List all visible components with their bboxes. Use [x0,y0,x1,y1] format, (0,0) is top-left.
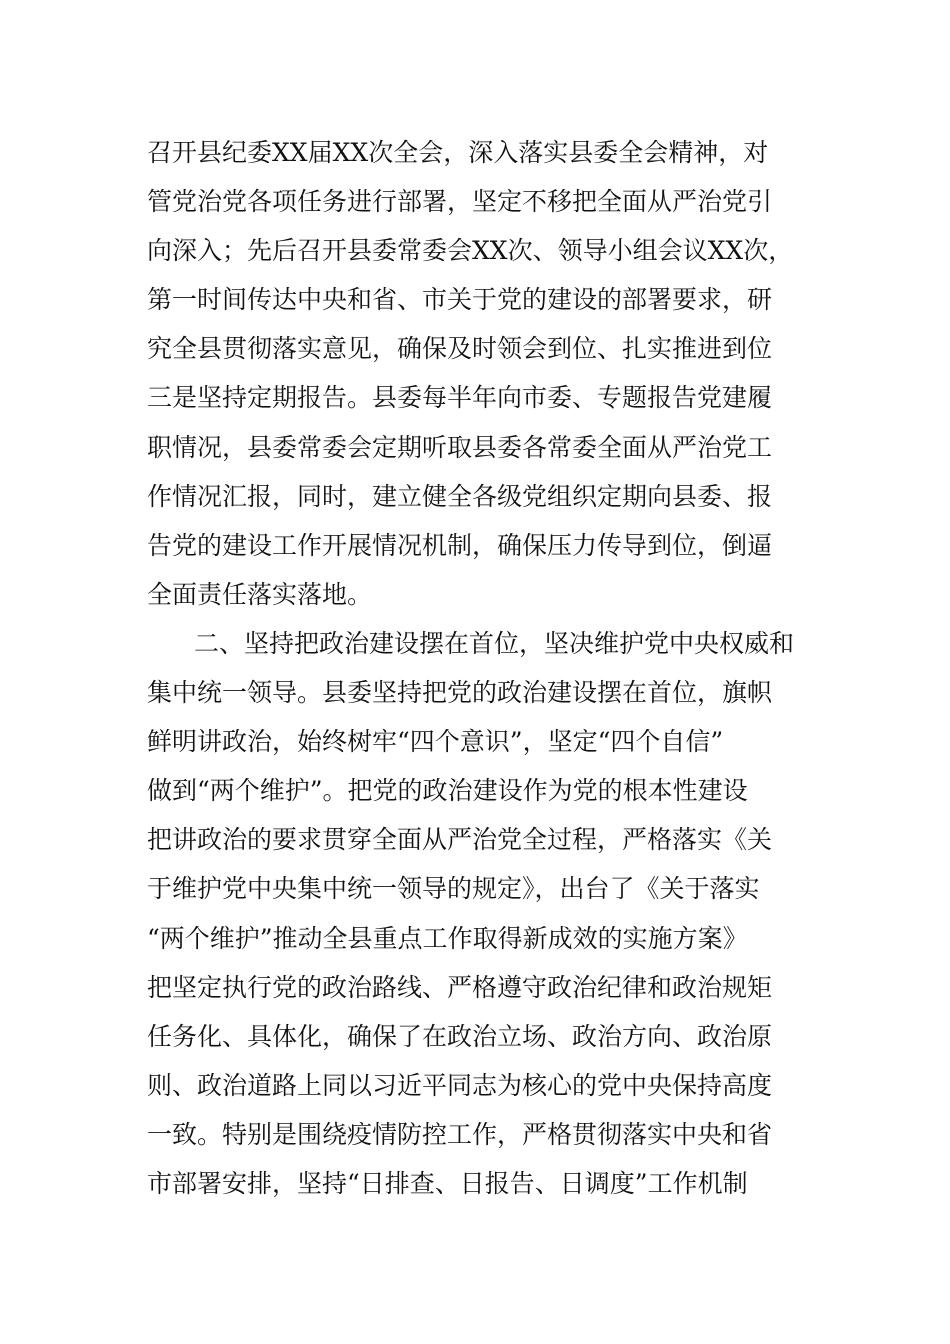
text-line: “两个维护”推动全县重点工作取得新成效的实施方案》 [147,923,748,953]
text-line: 于维护党中央集中统一领导的规定》，出台了《关于落实 [147,874,760,904]
body-text [147,128,827,1208]
text-line: 职情况，县委常委会定期听取县委各常委全面从严治党工 [147,432,773,462]
text-line: 市部署安排，坚持“日排查、日报告、日调度”工作机制 [147,1168,748,1198]
text-line: 则、政治道路上同以习近平同志为核心的党中央保持高度 [147,1070,773,1100]
text-line: 把讲政治的要求贯穿全面从严治党全过程，严格落实《关 [147,825,773,855]
text-line: 第一时间传达中央和省、市关于党的建设的部署要求，研 [147,285,773,315]
text-line: 作情况汇报，同时，建立健全各级党组织定期向县委、报 [147,481,773,511]
text-line: 全面责任落实落地。 [147,579,373,609]
section-heading-line: 二、坚持把政治建设摆在首位，坚决维护党中央权威和 [194,628,795,658]
text-line: 集中统一领导。县委坚持把党的政治建设摆在首位，旗帜 [147,678,773,708]
text-line: 任务化、具体化，确保了在政治立场、政治方向、政治原 [147,1021,773,1051]
text-line: 鲜明讲政治，始终树牢“四个意识”，坚定“四个自信” [147,727,724,757]
text-line: 召开县纪委XX届XX次全会，深入落实县委全会精神，对 [147,138,769,167]
text-line: 告党的建设工作开展情况机制，确保压力传导到位，倒逼 [147,530,773,560]
text-line: 一致。特别是围绕疫情防控工作，严格贯彻落实中央和省 [147,1119,773,1149]
text-line: 向深入；先后召开县委常委会XX次、领导小组会议XX次， [147,236,794,266]
text-line: 做到“两个维护”。把党的政治建设作为党的根本性建设 [147,776,748,806]
text-line: 究全县贯彻落实意见，确保及时领会到位、扎实推进到位 [147,334,773,364]
text-line: 三是坚持定期报告。县委每半年向市委、专题报告党建履 [147,383,773,413]
text-line: 管党治党各项任务进行部署，坚定不移把全面从严治党引 [147,187,773,217]
text-line: 把坚定执行党的政治路线、严格遵守政治纪律和政治规矩 [147,972,773,1002]
